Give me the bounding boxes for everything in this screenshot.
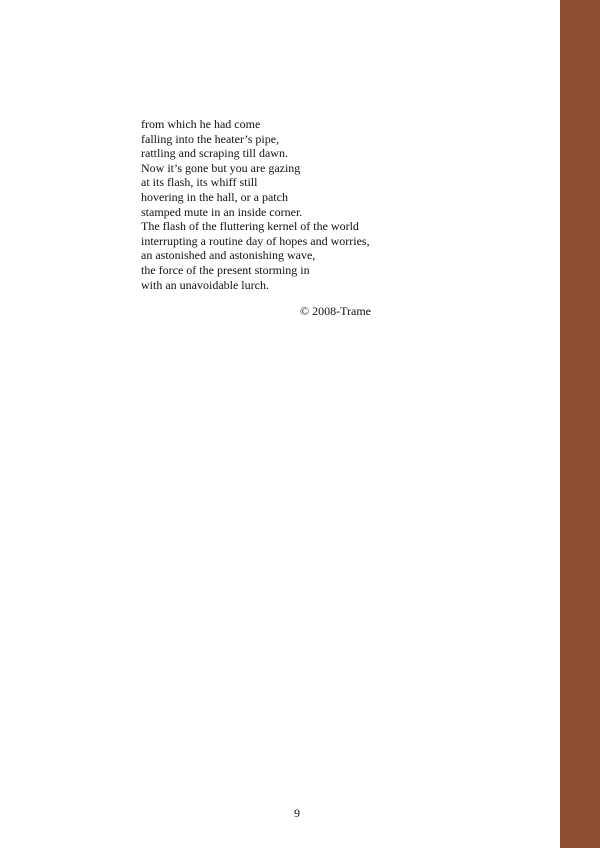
poem-text (141, 117, 401, 292)
poem-line: the force of the present storming in (141, 262, 310, 277)
poem-line: an astonished and astonishing wave, (141, 248, 316, 263)
poem-line: rattling and scraping till dawn. (141, 146, 288, 161)
poem-line: from which he had come (141, 117, 261, 131)
copyright-notice: © 2008-Trame (300, 304, 372, 318)
poem-line: with an unavoidable lurch. (141, 277, 269, 292)
poem-line: The flash of the fluttering kernel of the world (141, 219, 359, 234)
page-number: 9 (294, 806, 300, 820)
side-color-bar (560, 0, 600, 848)
poem-line: at its flash, its whiff still (141, 175, 258, 190)
poem-line: Now it’s gone but you are gazing (141, 160, 301, 175)
poem-line: falling into the heater’s pipe, (141, 131, 280, 146)
poem-line: hovering in the hall, or a patch (141, 189, 288, 204)
poem-line: stamped mute in an inside corner. (141, 204, 303, 219)
poem-line: interrupting a routine day of hopes and worries, (141, 233, 370, 248)
